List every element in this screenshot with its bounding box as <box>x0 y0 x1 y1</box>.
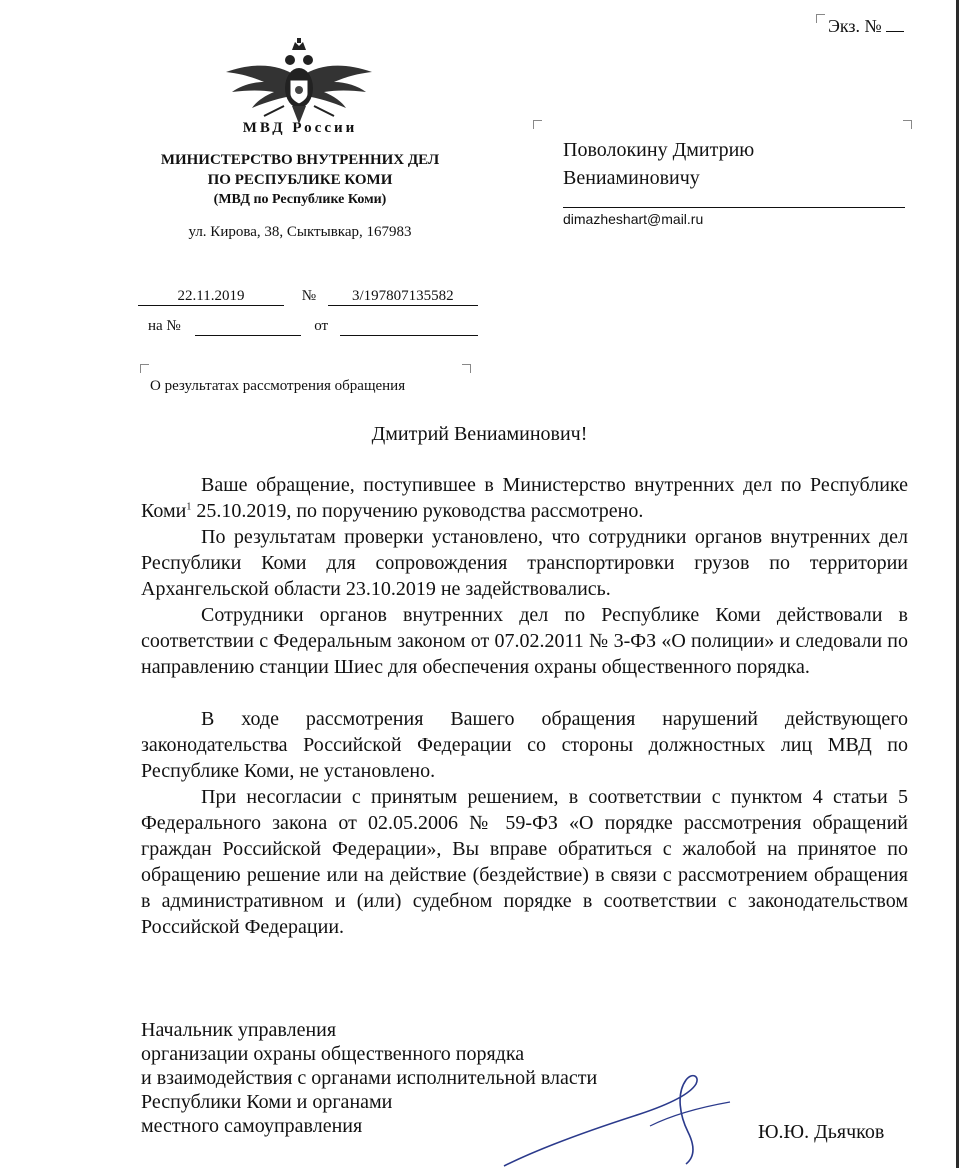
signer-title-line: местного самоуправления <box>141 1115 363 1137</box>
registration-date: 22.11.2019 <box>138 288 284 306</box>
registration-number-label: № <box>301 288 317 304</box>
ministry-title: МВД России <box>242 120 358 136</box>
recipient-divider <box>563 207 905 208</box>
copy-number-label: Экз. № <box>828 16 882 36</box>
recipient-name-line2: Вениаминовичу <box>563 167 700 189</box>
copy-number-blank <box>886 31 904 32</box>
recipient-block <box>563 136 754 192</box>
corner-mark <box>140 364 149 373</box>
reference-from-label: от <box>314 318 329 334</box>
recipient-name-line1: Поволокину Дмитрию <box>563 139 755 161</box>
org-name-line2: ПО РЕСПУБЛИКЕ КОМИ <box>207 172 393 188</box>
signer-name: Ю.Ю. Дьячков <box>758 1121 885 1143</box>
corner-mark <box>462 364 471 373</box>
paragraph-text: В ходе рассмотрения Вашего обращения нарушений действующего законодательства Российской Федерации со стороны должностных лиц МВД по Республике Коми, не установлено. <box>141 708 908 782</box>
body-paragraph-5 <box>141 784 908 940</box>
org-address: ул. Кирова, 38, Сыктывкар, 167983 <box>188 224 412 240</box>
body-paragraph-4 <box>141 706 908 784</box>
signer-title-line: Начальник управления <box>141 1019 337 1041</box>
reference-date-blank <box>340 318 478 336</box>
corner-mark <box>533 120 542 129</box>
mvd-emblem-icon <box>224 36 374 128</box>
paragraph-text: Ваше обращение, поступившее в Министерство внутренних дел по Республике Коми <box>141 474 908 522</box>
signer-title-line: и взаимодействия с органами исполнительной власти <box>141 1067 598 1089</box>
signature-icon <box>500 1068 780 1168</box>
salutation: Дмитрий Вениаминович! <box>371 423 588 445</box>
reference-label: на № <box>148 318 181 334</box>
org-short-name: (МВД по Республике Коми) <box>213 192 387 207</box>
paragraph-text: Сотрудники органов внутренних дел по Республике Коми действовали в соответствии с Федеральным законом от 07.02.2011 № 3-ФЗ «О полиции» и следовали по направлению станции Шиес для обеспечения охраны общественного порядка. <box>141 604 908 678</box>
registration-row <box>138 288 478 306</box>
footnote-marker: 1 <box>186 501 192 513</box>
letter-subject: О результатах рассмотрения обращения <box>150 378 406 394</box>
corner-mark <box>903 120 912 129</box>
copy-number <box>828 16 904 37</box>
org-name-line1: МИНИСТЕРСТВО ВНУТРЕННИХ ДЕЛ <box>160 152 440 168</box>
body-paragraph-3 <box>141 602 908 680</box>
paragraph-text: 25.10.2019, по поручению руководства рассмотрено. <box>191 500 644 522</box>
paragraph-text: По результатам проверки установлено, что сотрудники органов внутренних дел Республики Коми для сопровождения транспортировки грузов по территории Архангельской области 23.10.2019 не задействовались. <box>141 526 908 600</box>
signer-title-line: Республики Коми и органами <box>141 1091 393 1113</box>
body-paragraph-2 <box>141 524 908 602</box>
recipient-email: dimazheshart@mail.ru <box>563 211 704 227</box>
body-paragraph-1 <box>141 472 908 524</box>
reference-number-blank <box>195 318 301 336</box>
registration-number: 3/197807135582 <box>328 288 478 306</box>
signer-title-line: организации охраны общественного порядка <box>141 1043 525 1065</box>
paragraph-text: При несогласии с принятым решением, в соответствии с пунктом 4 статьи 5 Федерального закона от 02.05.2006 № 59-ФЗ «О порядке рассмотрения обращений граждан Российской Федерации», Вы вправе обратиться с жалобой на принятое по обращению решение или на действие (бездействие) в связи с рассмотрением обращения в административном и (или) судебном порядке в соответствии с законодательством Российской Федерации. <box>141 786 908 938</box>
reference-row <box>148 318 478 336</box>
corner-mark <box>816 14 825 23</box>
